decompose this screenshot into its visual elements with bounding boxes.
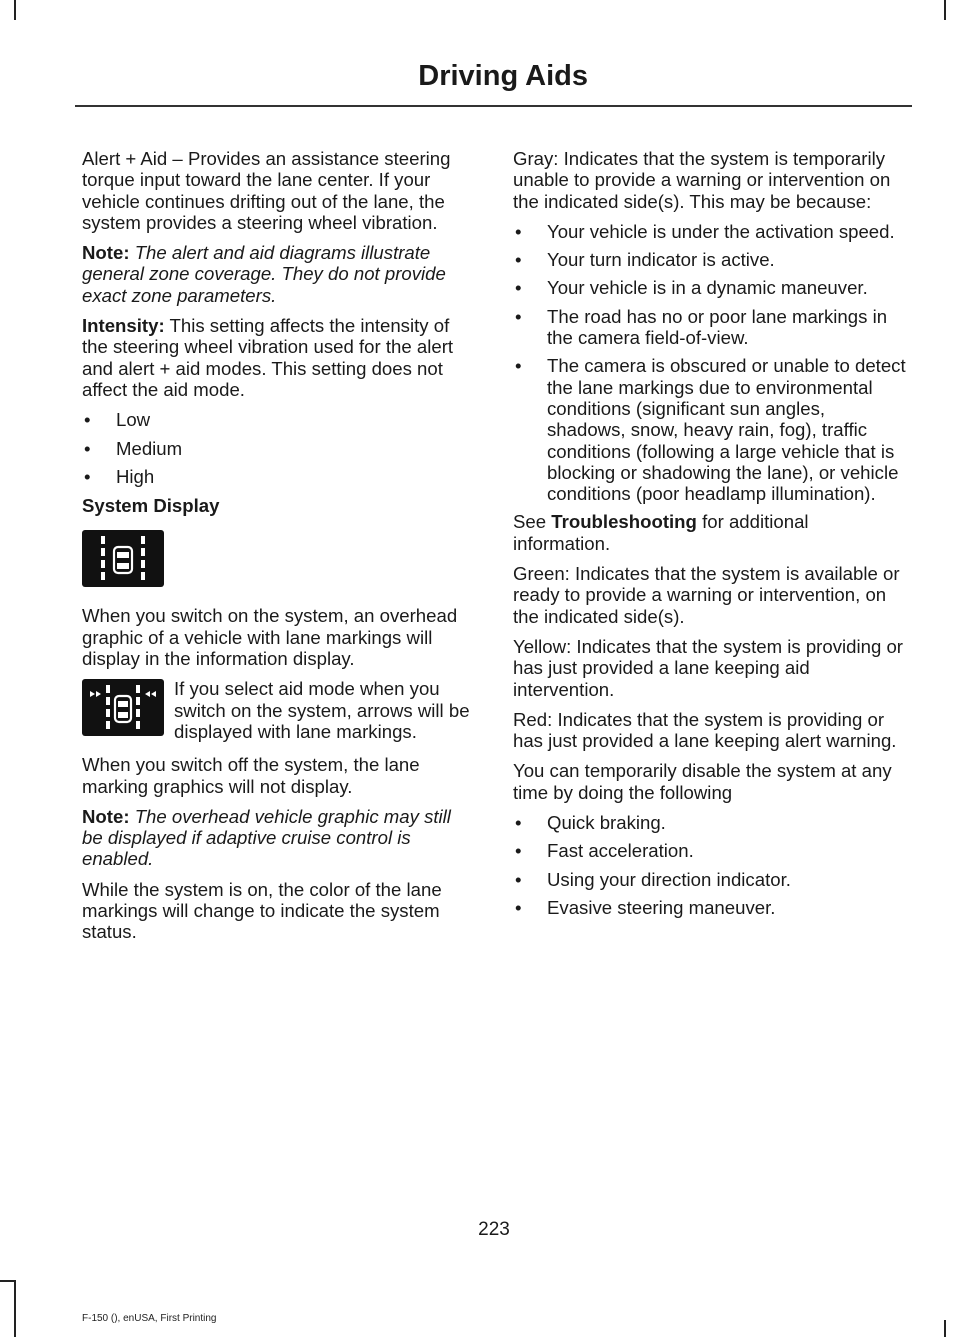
troubleshooting-link[interactable]: Troubleshooting <box>551 511 697 533</box>
note-overhead-graphic <box>82 806 475 870</box>
note-label: Note: <box>82 242 130 264</box>
bullet: • <box>515 812 522 834</box>
alert-aid-paragraph: Alert + Aid – Provides an assistance steering torque input toward the lane center. If your vehicle continues drifting out of the lane, the system provides a steering wheel vibration. <box>82 148 451 233</box>
list-item: • Quick braking. <box>515 812 666 834</box>
list-item: • Your turn indicator is active. <box>515 249 775 271</box>
red-status-paragraph: Red: Indicates that the system is providing or has just provided a lane keeping alert warning. <box>513 708 897 752</box>
bullet: • <box>515 249 522 271</box>
intensity-paragraph <box>82 315 475 400</box>
left-column <box>82 148 475 952</box>
disable-actions-list <box>513 812 908 918</box>
lane-icon-row <box>82 530 475 587</box>
intensity-text: This setting affects the intensity of the steering wheel vibration used for the alert and alert + aid modes. This setting does not affect the aid mode. <box>82 315 454 400</box>
see-prefix: See <box>513 511 547 533</box>
gray-reasons-list <box>513 221 908 505</box>
page-title: Driving Aids <box>418 60 588 92</box>
crop-mark-bottom-left-h <box>0 1280 16 1282</box>
page-number: 223 <box>478 1219 510 1240</box>
right-column <box>513 148 908 925</box>
list-item: • Low <box>84 409 151 431</box>
intensity-list <box>82 409 475 487</box>
bullet: • <box>515 868 522 890</box>
intensity-label: Intensity: <box>82 315 165 337</box>
aid-mode-text: If you select aid mode when you switch on the system, arrows will be displayed with lane markings. <box>174 678 470 742</box>
list-item: • The camera is obscured or unable to detect the lane markings due to environmental conditions (significant sun angles, shadows, snow, heavy rain, fog), traffic conditions (following a large vehicle that is blocking or shadowing the lane), or vehicle conditions (poor headlamp illumination). <box>515 355 906 505</box>
list-item: • Fast acceleration. <box>515 840 694 862</box>
section-heading-system-display: System Display <box>82 495 220 517</box>
disable-paragraph: You can temporarily disable the system at any time by doing the following <box>513 760 892 803</box>
list-item: • Medium <box>84 437 183 459</box>
bullet: • <box>84 437 91 459</box>
bullet: • <box>515 277 522 299</box>
bullet: • <box>515 305 522 327</box>
note-label: Note: <box>82 805 130 827</box>
list-item: • Your vehicle is under the activation speed. <box>515 220 895 242</box>
header-divider <box>75 105 912 107</box>
lane-keeping-aid-arrows-icon <box>82 679 164 736</box>
list-item: • Using your direction indicator. <box>515 868 791 890</box>
color-paragraph: While the system is on, the color of the lane markings will change to indicate the system status. <box>82 878 442 943</box>
bullet: • <box>515 840 522 862</box>
list-item: • The road has no or poor lane markings in the camera field-of-view. <box>515 305 888 349</box>
lane-keeping-display-icon <box>82 530 164 587</box>
bullet: • <box>84 409 91 431</box>
yellow-status-paragraph: Yellow: Indicates that the system is providing or has just provided a lane keeping aid intervention. <box>513 635 903 700</box>
edition-footer: F-150 (), enUSA, First Printing <box>82 1313 217 1324</box>
crop-mark-bottom-left-v <box>14 1280 16 1337</box>
list-item: • Evasive steering maneuver. <box>515 896 776 918</box>
switch-on-paragraph: When you switch on the system, an overhead graphic of a vehicle with lane markings will display in the information display. <box>82 605 458 670</box>
note-text: The overhead vehicle graphic may still be displayed if adaptive cruise control is enabled. <box>82 805 451 870</box>
list-item: • High <box>84 465 155 487</box>
note-diagrams <box>82 242 475 306</box>
see-troubleshooting-paragraph <box>513 511 908 554</box>
see-suffix: for additional information. <box>513 511 809 554</box>
bullet: • <box>515 355 522 377</box>
crop-mark-top-left <box>14 0 16 20</box>
gray-status-paragraph: Gray: Indicates that the system is temporarily unable to provide a warning or intervention on the indicated side(s). This may be because: <box>513 148 891 212</box>
crop-mark-top-right <box>944 0 946 20</box>
switch-off-paragraph: When you switch off the system, the lane marking graphics will not display. <box>82 754 420 797</box>
green-status-paragraph: Green: Indicates that the system is available or ready to provide a warning or intervention, on the indicated side(s). <box>513 563 900 627</box>
list-item: • Your vehicle is in a dynamic maneuver. <box>515 277 868 299</box>
aid-mode-block <box>82 678 475 742</box>
note-text: The alert and aid diagrams illustrate general zone coverage. They do not provide exact zone parameters. <box>82 242 446 306</box>
bullet: • <box>515 220 522 242</box>
bullet: • <box>84 465 91 487</box>
crop-mark-bottom-right <box>944 1320 946 1337</box>
bullet: • <box>515 896 522 918</box>
